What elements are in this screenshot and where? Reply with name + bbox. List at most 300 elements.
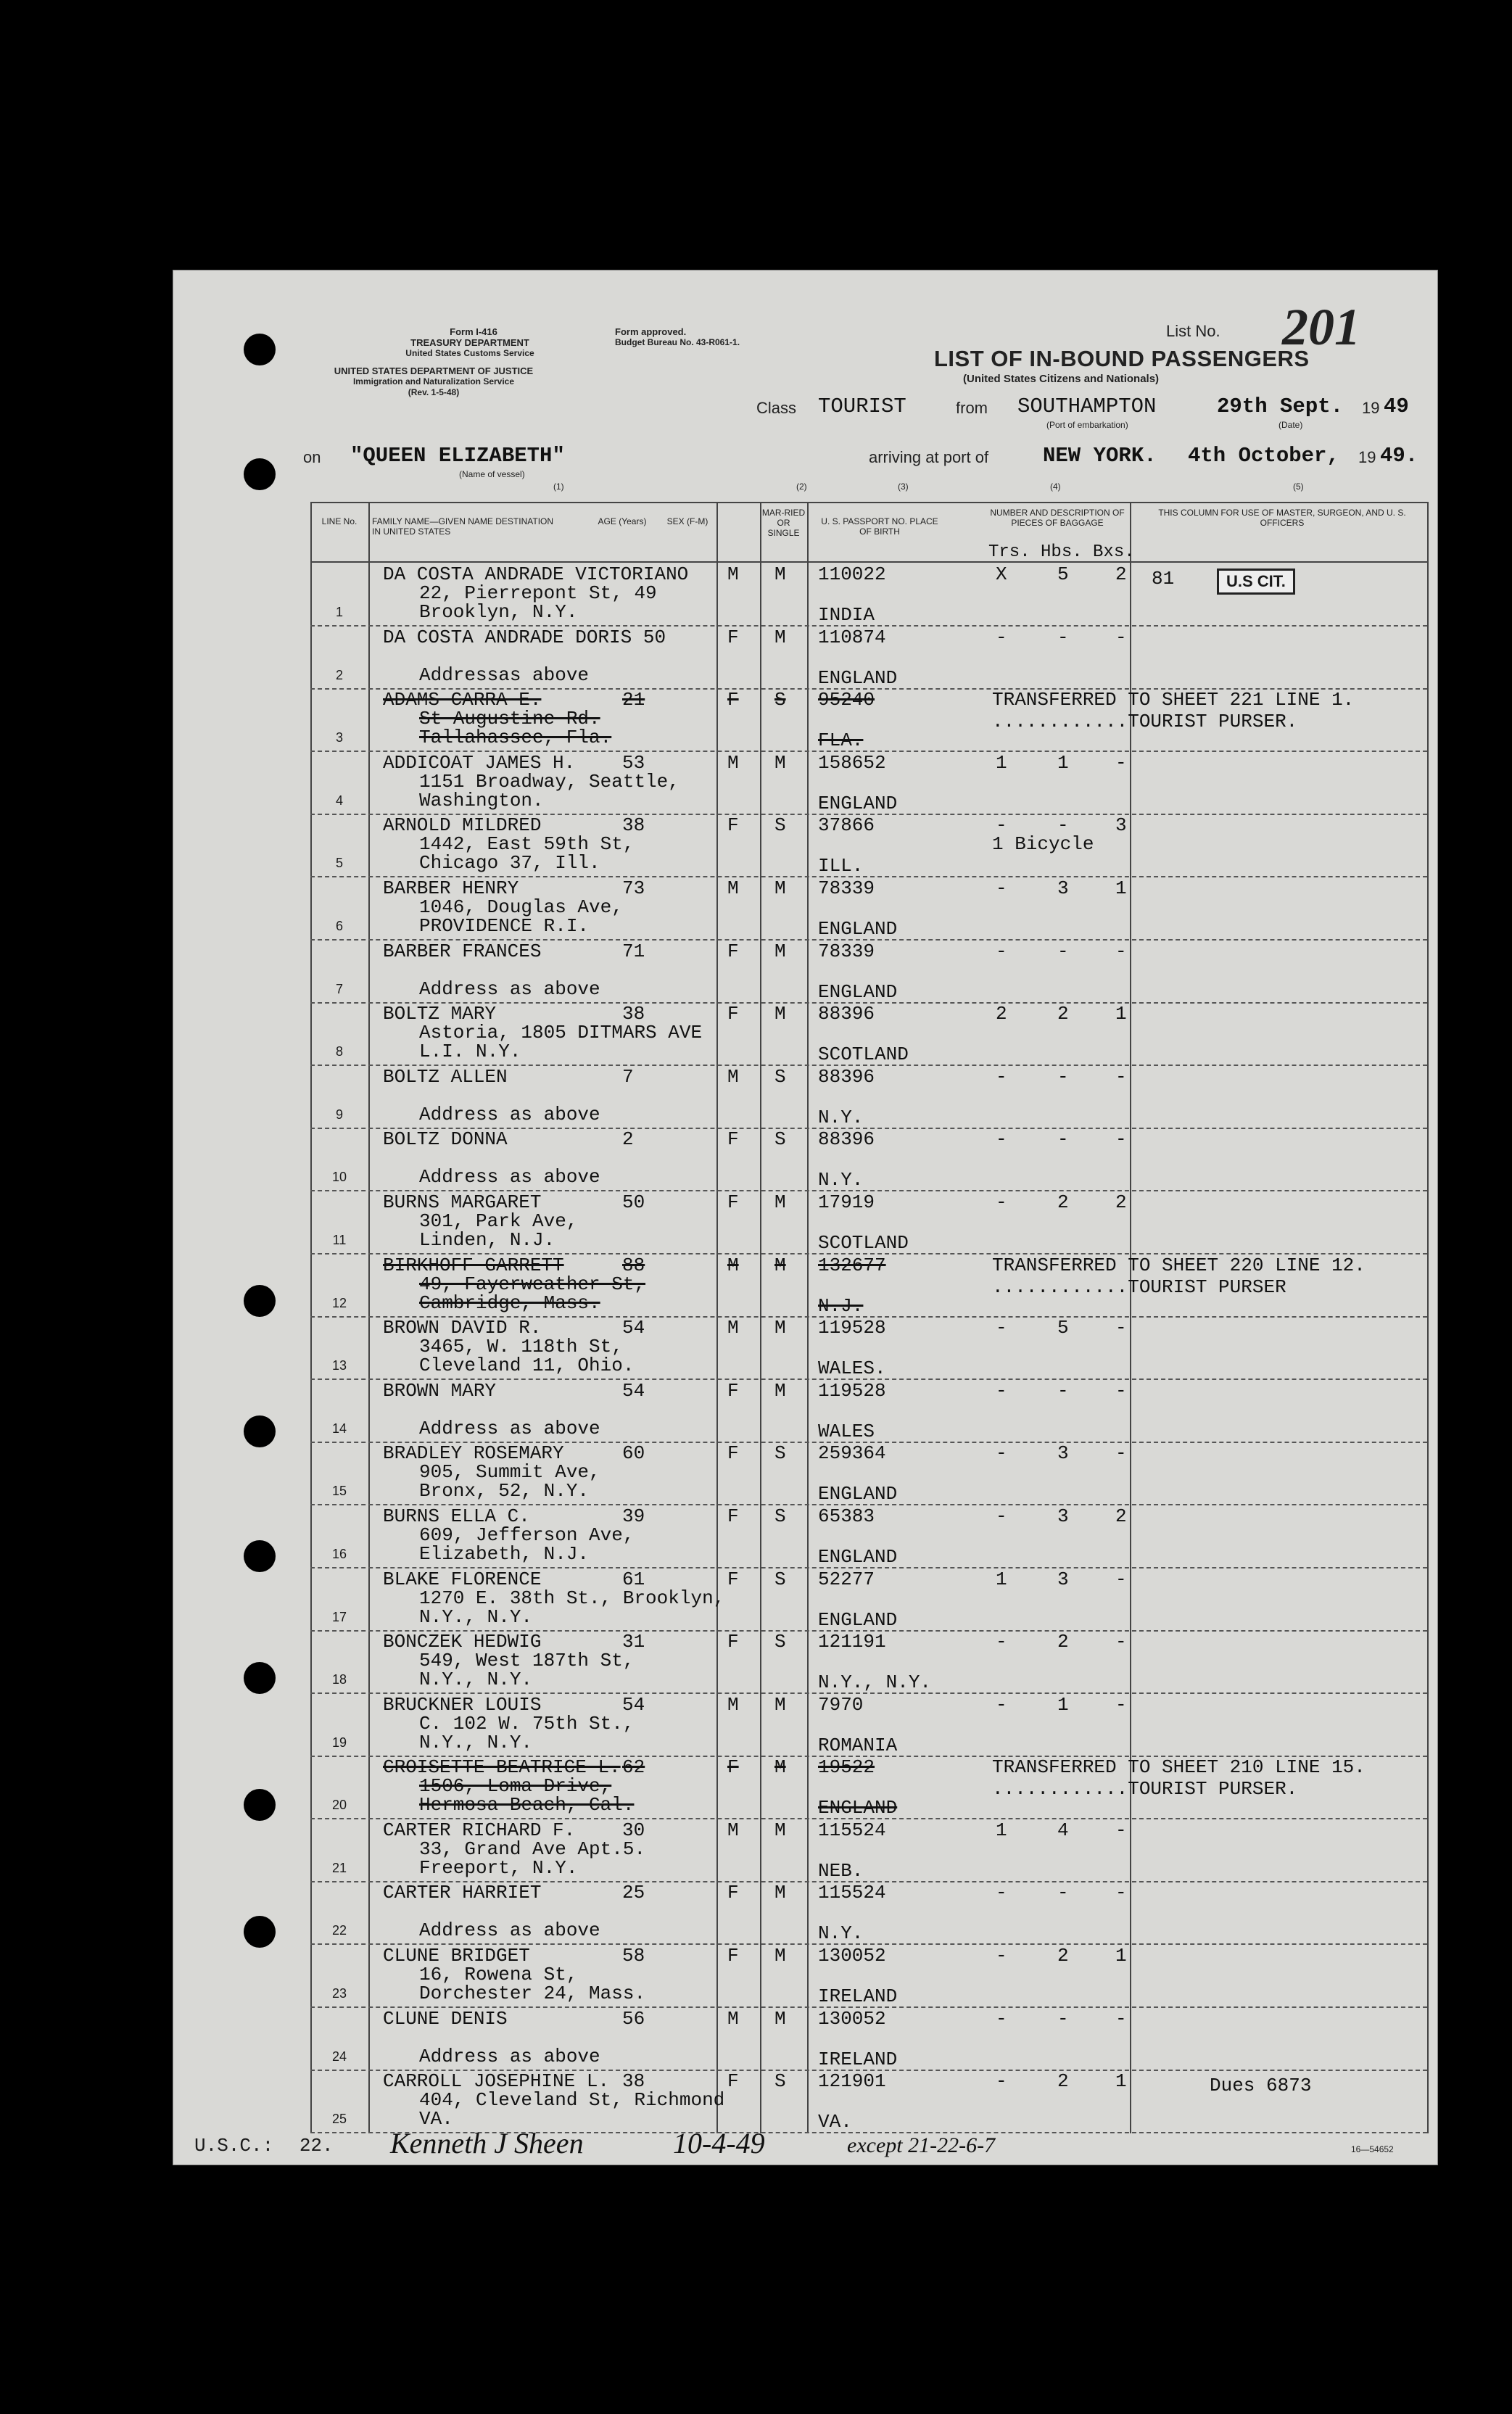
baggage-handbags: 2 [1057, 1631, 1069, 1653]
place-of-birth: NEB. [818, 1859, 864, 1882]
sex: M [727, 1693, 739, 1716]
passenger-name: BLAKE FLORENCE [383, 1568, 542, 1590]
address-line-1: Astoria, 1805 DITMARS AVE [419, 1022, 703, 1044]
address-line-1: 549, West 187th St, [419, 1650, 635, 1672]
purser-note: ............TOURIST PURSER. [992, 711, 1298, 733]
sex: M [727, 1254, 739, 1276]
age: 54 [622, 1317, 645, 1339]
age: 50 [622, 1191, 645, 1213]
passenger-name: BONCZEK HEDWIG [383, 1631, 542, 1653]
place-of-birth: ENGLAND [818, 1545, 898, 1568]
col-header-age: AGE (Years) [598, 516, 647, 526]
marital-status: M [774, 2007, 786, 2030]
marital-status: M [774, 1191, 786, 1213]
baggage-boxes: - [1115, 1379, 1127, 1402]
baggage-trunks: - [996, 940, 1007, 962]
passenger-name: BURNS MARGARET [383, 1191, 542, 1213]
officer-note: TRANSFERRED TO SHEET 221 LINE 1. [992, 689, 1355, 711]
col-header-baggage: NUMBER AND DESCRIPTION OF PIECES OF BAGGAGE [990, 508, 1125, 528]
baggage-handbags: - [1057, 1882, 1069, 1904]
date-caption: (Date) [1278, 420, 1303, 430]
passenger-name: BARBER FRANCES [383, 940, 542, 962]
table-row [310, 815, 1427, 878]
baggage-boxes: - [1115, 1631, 1127, 1653]
sex: F [727, 1756, 739, 1779]
customs-service: United States Customs Service [405, 348, 534, 358]
baggage-handbags: 1 [1057, 751, 1069, 774]
baggage-handbags: 2 [1057, 1945, 1069, 1967]
table-row [310, 1318, 1427, 1381]
passport-number: 37866 [818, 814, 875, 837]
table-row [310, 1255, 1427, 1318]
age: 62 [622, 1756, 645, 1779]
address-line-2: VA. [419, 2108, 453, 2130]
table-row [310, 1820, 1427, 1883]
sex: F [727, 1568, 739, 1590]
baggage-boxes: 3 [1115, 814, 1127, 837]
passenger-name: CARROLL JOSEPHINE L. [383, 2070, 610, 2093]
baggage-boxes: - [1115, 2007, 1127, 2030]
sex: M [727, 563, 739, 585]
marital-status: S [774, 1568, 786, 1590]
age: 56 [622, 2007, 645, 2030]
table-row [310, 1506, 1427, 1569]
passenger-rows [310, 564, 1427, 2134]
col-num-5: (5) [1293, 481, 1304, 492]
form-revision: (Rev. 1-5-48) [408, 387, 460, 397]
baggage-handbags: - [1057, 940, 1069, 962]
baggage-boxes: - [1115, 1442, 1127, 1465]
arrival-port: NEW YORK. [1043, 444, 1157, 468]
table-row [310, 1632, 1427, 1695]
passenger-name: CARTER HARRIET [383, 1882, 542, 1904]
baggage-trunks: 1 [996, 1568, 1007, 1590]
passenger-table [310, 502, 1427, 2133]
baggage-handbags: - [1057, 814, 1069, 837]
vessel-caption: (Name of vessel) [459, 469, 525, 479]
table-row [310, 2009, 1427, 2072]
address-line-2: Washington. [419, 789, 544, 811]
place-of-birth: ENGLAND [818, 1608, 898, 1631]
us-citizen-stamp: U.S CIT. [1217, 569, 1295, 595]
officer-note: TRANSFERRED TO SHEET 220 LINE 12. [992, 1254, 1366, 1276]
embarkation-port: SOUTHAMPTON [1017, 394, 1157, 418]
passenger-name: CROISETTE BEATRICE L. [383, 1756, 621, 1779]
address-line-2: Linden, N.J. [419, 1228, 555, 1251]
manifest-page [173, 270, 1438, 2165]
justice-dept: UNITED STATES DEPARTMENT OF JUSTICE [334, 365, 534, 376]
col-header-passport: U. S. PASSPORT NO. PLACE OF BIRTH [821, 516, 938, 537]
address-line-1: 33, Grand Ave Apt.5. [419, 1838, 646, 1860]
place-of-birth: N.Y., N.Y. [818, 1671, 932, 1694]
passport-number: 65383 [818, 1505, 875, 1527]
place-of-birth: ENGLAND [818, 666, 898, 689]
line-number: 24 [331, 2049, 347, 2064]
age: 61 [622, 1568, 645, 1590]
baggage-boxes: 1 [1115, 1003, 1127, 1025]
address-line-1: St Augustine Rd. [419, 708, 600, 730]
embarkation-caption: (Port of embarkation) [1046, 420, 1128, 430]
baggage-handbags: - [1057, 626, 1069, 648]
col-header-name: FAMILY NAME—GIVEN NAME DESTINATION IN UNITED STATES [372, 516, 554, 537]
line-number: 3 [335, 730, 343, 745]
sex: F [727, 1442, 739, 1465]
place-of-birth: IRELAND [818, 1985, 898, 2008]
marital-status: S [774, 814, 786, 837]
sex: F [727, 1631, 739, 1653]
age: 39 [622, 1505, 645, 1527]
baggage-handbags: 3 [1057, 877, 1069, 899]
passenger-name: BROWN MARY [383, 1379, 497, 1402]
passport-number: 130052 [818, 1945, 886, 1967]
line-number: 7 [335, 981, 343, 996]
baggage-trunks: - [996, 1631, 1007, 1653]
address-line-1: 1151 Broadway, Seattle, [419, 770, 679, 793]
marital-status: M [774, 1317, 786, 1339]
passport-number: 130052 [818, 2007, 886, 2030]
passport-number: 17919 [818, 1191, 875, 1213]
marital-status: M [774, 940, 786, 962]
place-of-birth: SCOTLAND [818, 1043, 909, 1066]
passenger-name: ADDICOAT JAMES H. [383, 751, 576, 774]
baggage-handbags: 5 [1057, 1317, 1069, 1339]
sex: M [727, 877, 739, 899]
table-row [310, 1004, 1427, 1067]
place-of-birth: ROMANIA [818, 1734, 898, 1756]
baggage-handbags: 4 [1057, 1819, 1069, 1841]
baggage-boxes: - [1115, 1819, 1127, 1841]
passenger-name: ADAMS CARRA E. [383, 689, 542, 711]
address-line-1: 1046, Douglas Ave, [419, 896, 623, 918]
baggage-boxes: - [1115, 1693, 1127, 1716]
passport-number: 115524 [818, 1819, 886, 1841]
place-of-birth: WALES [818, 1420, 875, 1442]
address-line-2: Addressas above [419, 664, 590, 686]
marital-status: S [774, 1631, 786, 1653]
line-number: 1 [335, 605, 343, 619]
departure-date: 29th Sept. [1217, 394, 1344, 418]
passenger-name: BARBER HENRY [383, 877, 519, 899]
table-row [310, 1757, 1427, 1820]
baggage-trunks: - [996, 626, 1007, 648]
baggage-boxes: 1 [1115, 1945, 1127, 1967]
sex: M [727, 2007, 739, 2030]
sex: F [727, 940, 739, 962]
baggage-trunks: - [996, 2070, 1007, 2093]
place-of-birth: N.Y. [818, 1169, 864, 1191]
list-title: LIST OF IN-BOUND PASSENGERS [934, 346, 1310, 371]
marital-status: M [774, 1882, 786, 1904]
baggage-boxes: 2 [1115, 1191, 1127, 1213]
baggage-boxes: - [1115, 1568, 1127, 1590]
baggage-handbags: - [1057, 1128, 1069, 1151]
passport-number: 110022 [818, 563, 886, 585]
passenger-name: DA COSTA ANDRADE DORIS 50 [383, 626, 666, 648]
officer-note: TRANSFERRED TO SHEET 210 LINE 15. [992, 1756, 1366, 1779]
baggage-handbags: 2 [1057, 2070, 1069, 2093]
passport-number: 121191 [818, 1631, 886, 1653]
passport-number: 88396 [818, 1128, 875, 1151]
baggage-subheader: Trs. Hbs. Bxs. [988, 542, 1135, 562]
officer-note: Dues 6873 [1210, 2075, 1312, 2097]
age: 73 [622, 877, 645, 899]
place-of-birth: N.J. [818, 1294, 864, 1317]
table-row [310, 627, 1427, 690]
arrival-date: 4th October, [1188, 444, 1339, 468]
signature-date: 10-4-49 [673, 2127, 765, 2159]
place-of-birth: VA. [818, 2111, 852, 2133]
baggage-trunks: 1 [996, 751, 1007, 774]
address-line-1: 404, Cleveland St, Richmond [419, 2089, 725, 2112]
marital-status: M [774, 1254, 786, 1276]
line-number: 20 [331, 1798, 347, 1813]
usc-label: U.S.C.: [194, 2135, 274, 2157]
passport-number: 158652 [818, 751, 886, 774]
passenger-name: CLUNE BRIDGET [383, 1945, 530, 1967]
line-number: 11 [332, 1232, 347, 1247]
arriving-label: arriving at port of [869, 448, 989, 466]
punch-hole [244, 1662, 276, 1694]
place-of-birth: IRELAND [818, 2048, 898, 2070]
sex: M [727, 1819, 739, 1841]
line-number: 8 [335, 1044, 343, 1059]
arrival-year: 49. [1380, 444, 1418, 468]
baggage-boxes: 1 [1115, 2070, 1127, 2093]
punch-hole [244, 334, 276, 365]
col-header-sex: SEX (F-M) [666, 516, 709, 526]
address-line-2: Address as above [419, 1919, 600, 1942]
sex: F [727, 1505, 739, 1527]
passport-number: 78339 [818, 940, 875, 962]
baggage-handbags: 3 [1057, 1442, 1069, 1465]
sex: F [727, 1191, 739, 1213]
age: 38 [622, 814, 645, 837]
form-number: Form I-416 [450, 326, 497, 337]
passenger-name: BOLTZ MARY [383, 1003, 497, 1025]
punch-hole [244, 458, 276, 490]
sex: M [727, 751, 739, 774]
line-number: 10 [331, 1170, 347, 1185]
address-line-2: Tallahassee, Fla. [419, 727, 612, 749]
table-row [310, 564, 1427, 627]
except-note: except 21-22-6-7 [847, 2133, 996, 2157]
officer-signature: Kenneth J Sheen [390, 2127, 584, 2159]
address-line-2: Bronx, 52, N.Y. [419, 1480, 590, 1502]
table-row [310, 1129, 1427, 1192]
baggage-trunks: - [996, 1065, 1007, 1088]
list-number: 201 [1282, 298, 1360, 356]
age: 58 [622, 1945, 645, 1967]
sex: M [727, 1065, 739, 1088]
place-of-birth: ILL. [818, 855, 864, 877]
line-number: 4 [335, 793, 343, 808]
address-line-2: N.Y., N.Y. [419, 1731, 533, 1753]
baggage-handbags: 1 [1057, 1693, 1069, 1716]
col-header-line: LINE No. [321, 516, 358, 526]
age: 25 [622, 1882, 645, 1904]
passenger-name: ARNOLD MILDRED [383, 814, 542, 837]
baggage-boxes: - [1115, 940, 1127, 962]
passport-number: 7970 [818, 1693, 864, 1716]
passport-number: 115524 [818, 1882, 886, 1904]
sex: F [727, 626, 739, 648]
table-row [310, 1443, 1427, 1506]
address-line-1: 1506, Loma Drive, [419, 1775, 612, 1798]
passport-number: 121901 [818, 2070, 886, 2093]
baggage-boxes: - [1115, 626, 1127, 648]
baggage-boxes: 2 [1115, 563, 1127, 585]
marital-status: M [774, 751, 786, 774]
passenger-name: BOLTZ ALLEN [383, 1065, 508, 1088]
age: 21 [622, 689, 645, 711]
sex: M [727, 1317, 739, 1339]
baggage-trunks: - [996, 1128, 1007, 1151]
table-row [310, 1946, 1427, 2009]
table-row [310, 1695, 1427, 1758]
sex: F [727, 814, 739, 837]
baggage-trunks: - [996, 1882, 1007, 1904]
line-number: 21 [331, 1860, 347, 1875]
age: 54 [622, 1693, 645, 1716]
departure-year: 49 [1384, 394, 1409, 418]
age: 31 [622, 1631, 645, 1653]
sex: F [727, 1882, 739, 1904]
address-line-2: Hermosa Beach, Cal. [419, 1794, 635, 1816]
place-of-birth: ENGLAND [818, 917, 898, 940]
address-line-2: Address as above [419, 977, 600, 1000]
sex: F [727, 2070, 739, 2093]
line-number: 19 [331, 1735, 347, 1750]
marital-status: S [774, 1065, 786, 1088]
address-line-2: Chicago 37, Ill. [419, 852, 600, 875]
sex: F [727, 1945, 739, 1967]
table-row [310, 753, 1427, 816]
line-number: 16 [331, 1546, 347, 1561]
arrival-year-prefix: 19 [1358, 448, 1376, 466]
passenger-name: BURNS ELLA C. [383, 1505, 530, 1527]
table-row [310, 1381, 1427, 1444]
sex: F [727, 1379, 739, 1402]
punch-hole [244, 1415, 276, 1447]
address-line-1: 3465, W. 118th St, [419, 1336, 623, 1358]
vessel-name: "QUEEN ELIZABETH" [350, 444, 565, 468]
line-number: 23 [331, 1986, 347, 2001]
table-row [310, 1067, 1427, 1130]
address-line-1: C. 102 W. 75th St., [419, 1712, 635, 1735]
marital-status: S [774, 1442, 786, 1465]
address-line-2: Cambridge, Mass. [419, 1291, 600, 1314]
passenger-name: BIRKHOFF GARRETT [383, 1254, 564, 1276]
address-line-1: 1270 E. 38th St., Brooklyn, [419, 1587, 725, 1609]
departure-year-prefix: 19 [1362, 399, 1380, 417]
marital-status: M [774, 1756, 786, 1779]
baggage-handbags: 5 [1057, 563, 1069, 585]
passport-number: 19522 [818, 1756, 875, 1779]
line-number: 2 [335, 667, 343, 682]
address-line-1: 1442, East 59th St, [419, 833, 635, 856]
line-number: 15 [331, 1484, 347, 1499]
ins-service: Immigration and Naturalization Service [352, 376, 515, 387]
address-line-2: N.Y., N.Y. [419, 1605, 533, 1628]
sex: F [727, 689, 739, 711]
marital-status: M [774, 1945, 786, 1967]
table-row [310, 2071, 1427, 2134]
treasury-dept: TREASURY DEPARTMENT [410, 337, 529, 348]
address-line-2: Brooklyn, N.Y. [419, 601, 578, 623]
punch-hole [244, 1540, 276, 1572]
place-of-birth: FLA. [818, 729, 864, 752]
marital-status: S [774, 2070, 786, 2093]
on-label: on [303, 448, 321, 466]
punch-hole [244, 1285, 276, 1317]
from-label: from [956, 399, 988, 417]
address-line-2: Address as above [419, 1417, 600, 1439]
baggage-boxes: - [1115, 1317, 1127, 1339]
class-value: TOURIST [818, 394, 906, 418]
line-number: 12 [331, 1295, 347, 1310]
baggage-trunks: 1 [996, 1819, 1007, 1841]
passenger-name: CARTER RICHARD F. [383, 1819, 576, 1841]
table-row [310, 1192, 1427, 1255]
baggage-boxes: - [1115, 751, 1127, 774]
place-of-birth: ENGLAND [818, 1797, 898, 1819]
baggage-boxes: - [1115, 1882, 1127, 1904]
address-line-2: Address as above [419, 1103, 600, 1125]
class-label: Class [756, 399, 797, 417]
marital-status: M [774, 563, 786, 585]
place-of-birth: N.Y. [818, 1106, 864, 1128]
age: 71 [622, 940, 645, 962]
sex: F [727, 1128, 739, 1151]
line-number: 13 [331, 1358, 347, 1373]
line-number: 18 [331, 1672, 347, 1687]
col-header-married: MAR-RIED OR SINGLE [761, 508, 806, 538]
line-number: 5 [335, 856, 343, 871]
age: 53 [622, 751, 645, 774]
baggage-boxes: - [1115, 1065, 1127, 1088]
baggage-trunks: - [996, 1442, 1007, 1465]
baggage-boxes: - [1115, 1128, 1127, 1151]
place-of-birth: WALES. [818, 1357, 886, 1380]
purser-note: ............TOURIST PURSER. [992, 1778, 1298, 1801]
form-approved: Form approved. [615, 326, 687, 337]
place-of-birth: SCOTLAND [818, 1231, 909, 1254]
address-line-2: Freeport, N.Y. [419, 1856, 578, 1879]
age: 7 [622, 1065, 634, 1088]
baggage-handbags: 2 [1057, 1191, 1069, 1213]
baggage-boxes: 2 [1115, 1505, 1127, 1527]
col-num-3: (3) [898, 481, 909, 492]
baggage-handbags: 2 [1057, 1003, 1069, 1025]
sex: F [727, 1003, 739, 1025]
punch-hole [244, 1789, 276, 1821]
marital-status: M [774, 877, 786, 899]
table-row [310, 878, 1427, 941]
punch-hole [244, 1916, 276, 1948]
baggage-trunks: 2 [996, 1003, 1007, 1025]
place-of-birth: N.Y. [818, 1922, 864, 1945]
address-line-1: 905, Summit Ave, [419, 1461, 600, 1484]
table-row [310, 1569, 1427, 1632]
place-of-birth: ENGLAND [818, 980, 898, 1003]
baggage-trunks: - [996, 1693, 1007, 1716]
col-num-2: (2) [796, 481, 807, 492]
passport-number: 88396 [818, 1003, 875, 1025]
baggage-handbags: 3 [1057, 1568, 1069, 1590]
baggage-trunks: - [996, 1505, 1007, 1527]
passport-number: 132677 [818, 1254, 886, 1276]
passenger-name: DA COSTA ANDRADE VICTORIANO [383, 563, 689, 585]
